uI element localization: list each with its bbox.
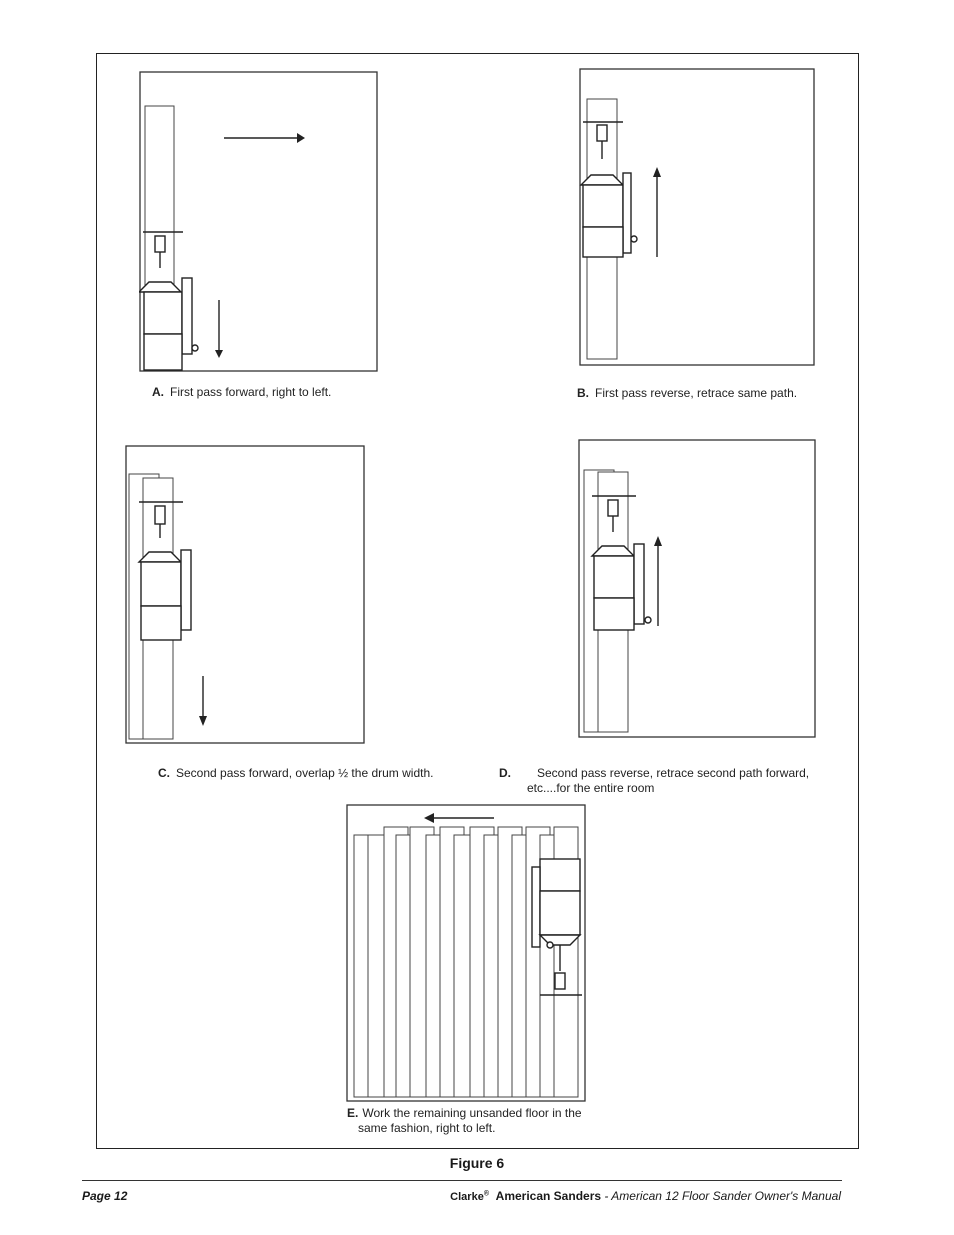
brand-name: Clarke® xyxy=(450,1190,489,1203)
company-name: American Sanders xyxy=(495,1189,602,1203)
diagram-a xyxy=(139,70,379,374)
caption-d: D. Second pass reverse, retrace second path forward, xyxy=(499,766,810,780)
diagram-e xyxy=(346,803,588,1105)
caption-e-line2: same fashion, right to left. xyxy=(358,1121,496,1135)
caption-b: B. First pass reverse, retrace same path. xyxy=(577,386,798,400)
caption-a: A. First pass forward, right to left. xyxy=(152,385,332,399)
caption-e: E. Work the remaining unsanded floor in the xyxy=(347,1106,582,1120)
page-number: Page 12 xyxy=(82,1189,128,1203)
manual-name: - American 12 Floor Sander Owner's Manual xyxy=(601,1189,841,1203)
footer-divider xyxy=(82,1180,842,1181)
diagram-d xyxy=(578,438,818,740)
caption-d-line2: etc....for the entire room xyxy=(527,781,655,795)
diagram-b xyxy=(579,67,817,367)
footer-title xyxy=(450,1189,841,1203)
diagram-c xyxy=(125,444,367,746)
figure-title: Figure 6 xyxy=(449,1155,505,1171)
caption-c: C. Second pass forward, overlap ½ the drum width. xyxy=(158,766,434,780)
